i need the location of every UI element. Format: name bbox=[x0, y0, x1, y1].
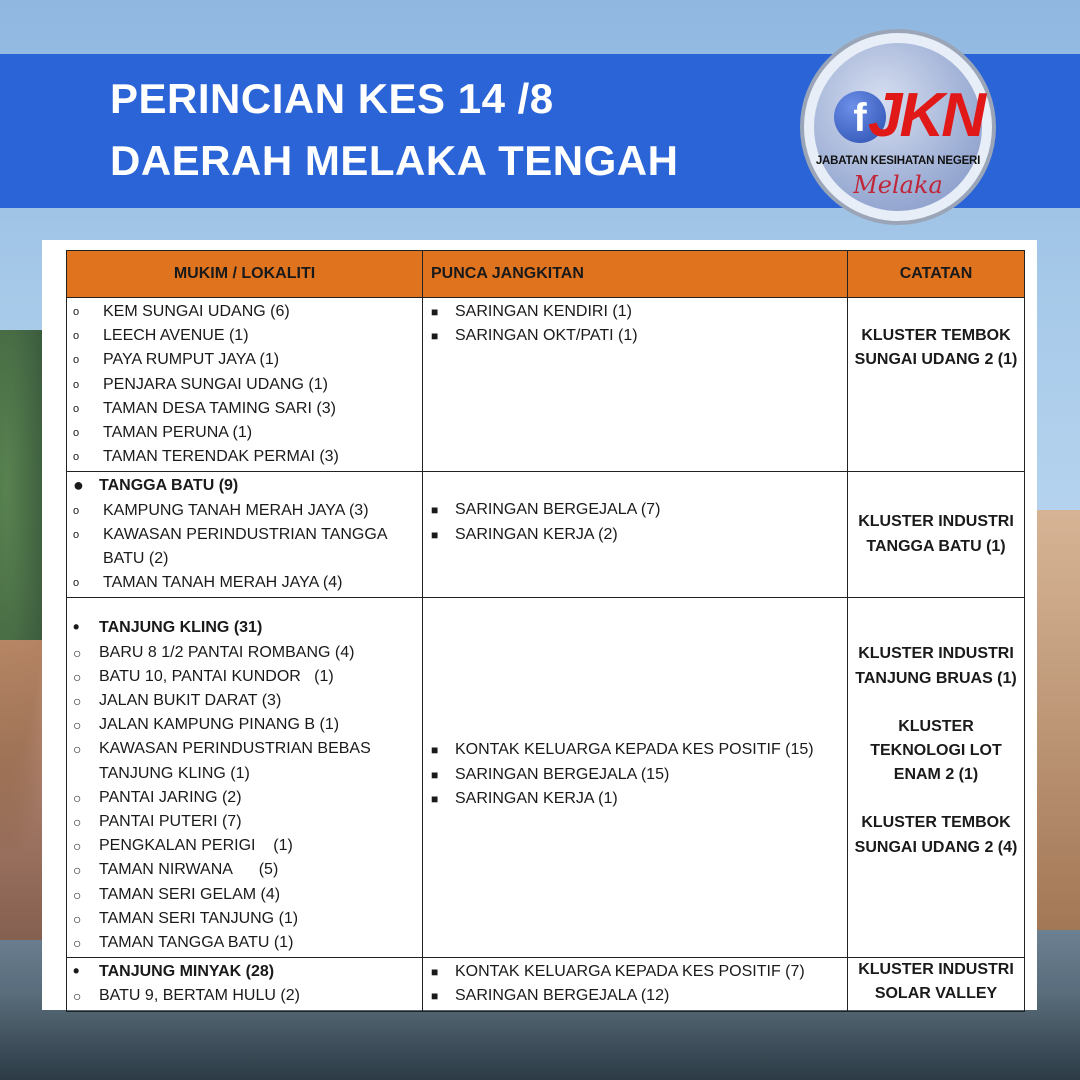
background-house-right bbox=[1030, 510, 1080, 930]
list-item: ■ KONTAK KELUARGA KEPADA KES POSITIF (7) bbox=[423, 960, 847, 984]
list-item: ■ SARINGAN BERGEJALA (7) bbox=[423, 498, 847, 522]
list-item: o KAMPUNG TANAH MERAH JAYA (3) bbox=[67, 499, 422, 523]
table-row bbox=[67, 472, 1025, 598]
circle-bullet-icon: ○ bbox=[73, 693, 82, 710]
list-item: ■ SARINGAN BERGEJALA (12) bbox=[423, 984, 847, 1008]
source-cell bbox=[423, 958, 848, 1011]
list-item: ■ SARINGAN BERGEJALA (15) bbox=[423, 763, 847, 787]
square-bullet-icon: ■ bbox=[431, 767, 439, 782]
list-item: ■ KONTAK KELUARGA KEPADA KES POSITIF (15) bbox=[423, 738, 847, 762]
case-table bbox=[66, 250, 1025, 1012]
logo-acronym: JKN bbox=[868, 81, 984, 150]
list-item: ○ PANTAI JARING (2) bbox=[67, 786, 422, 810]
circle-bullet-icon: o bbox=[73, 528, 80, 541]
list-item: ■ SARINGAN OKT/PATI (1) bbox=[423, 324, 847, 348]
cluster-note: KLUSTER TEMBOK SUNGAI UDANG 2 (1) bbox=[854, 327, 1018, 369]
square-bullet-icon: ■ bbox=[431, 743, 439, 758]
list-item: ○ TAMAN TANGGA BATU (1) bbox=[67, 931, 422, 955]
list-item: ○ JALAN KAMPUNG PINANG B (1) bbox=[67, 713, 422, 737]
list-item: ■ SARINGAN KERJA (1) bbox=[423, 787, 847, 811]
square-bullet-icon: ■ bbox=[431, 503, 439, 518]
note-cell bbox=[848, 598, 1025, 958]
list-item: o TAMAN DESA TAMING SARI (3) bbox=[67, 397, 422, 421]
list-item: ○ TAMAN SERI TANJUNG (1) bbox=[67, 907, 422, 931]
list-item: o TAMAN PERUNA (1) bbox=[67, 421, 422, 445]
circle-bullet-icon: o bbox=[73, 354, 80, 367]
header-punca: PUNCA JANGKITAN bbox=[423, 251, 848, 298]
logo-script: Melaka bbox=[853, 171, 943, 199]
square-bullet-icon: ■ bbox=[431, 965, 439, 980]
square-bullet-icon: ■ bbox=[431, 791, 439, 806]
disc-bullet-icon: ● bbox=[73, 475, 84, 496]
source-cell bbox=[423, 472, 848, 598]
square-bullet-icon: ■ bbox=[431, 527, 439, 542]
list-item: ○ TAMAN NIRWANA (5) bbox=[67, 858, 422, 882]
list-item: o KEM SUNGAI UDANG (6) bbox=[67, 300, 422, 324]
list-item: ■ SARINGAN KENDIRI (1) bbox=[423, 300, 847, 324]
circle-bullet-icon: o bbox=[73, 402, 80, 415]
square-bullet-icon: ■ bbox=[431, 305, 439, 319]
list-item: ○ BATU 9, BERTAM HULU (2) bbox=[67, 984, 422, 1008]
note-cell bbox=[848, 298, 1025, 472]
list-item: ○ BATU 10, PANTAI KUNDOR (1) bbox=[67, 665, 422, 689]
source-cell bbox=[423, 298, 848, 472]
disc-bullet-icon: • bbox=[73, 617, 80, 638]
square-bullet-icon: ■ bbox=[431, 989, 439, 1004]
mukim-heading: • TANJUNG MINYAK (28) bbox=[67, 960, 422, 984]
list-item: ○ KAWASAN PERINDUSTRIAN BEBAS TANJUNG KLING (1) bbox=[67, 737, 422, 785]
locality-cell bbox=[67, 958, 423, 1011]
list-item: ○ PANTAI PUTERI (7) bbox=[67, 810, 422, 834]
facebook-icon: f bbox=[834, 91, 886, 143]
list-item: o TAMAN TERENDAK PERMAI (3) bbox=[67, 445, 422, 469]
list-item: ○ PENGKALAN PERIGI (1) bbox=[67, 834, 422, 858]
square-bullet-icon: ■ bbox=[431, 329, 439, 344]
list-item: o LEECH AVENUE (1) bbox=[67, 324, 422, 348]
cluster-note: KLUSTER INDUSTRI TANGGA BATU (1) bbox=[858, 513, 1014, 555]
cluster-note: KLUSTER INDUSTRI TANJUNG BRUAS (1) bbox=[855, 645, 1017, 687]
table-header-row bbox=[67, 251, 1025, 298]
header-catatan: CATATAN bbox=[848, 251, 1025, 298]
circle-bullet-icon: ○ bbox=[73, 910, 82, 927]
logo-subtitle: JABATAN KESIHATAN NEGERI bbox=[815, 155, 981, 167]
logo-badge bbox=[814, 43, 982, 211]
circle-bullet-icon: ○ bbox=[73, 741, 82, 758]
header-mukim: MUKIM / LOKALITI bbox=[67, 251, 423, 298]
table-row bbox=[67, 598, 1025, 958]
page-title bbox=[110, 68, 678, 192]
locality-cell bbox=[67, 298, 423, 472]
list-item: o TAMAN TANAH MERAH JAYA (4) bbox=[67, 571, 422, 595]
list-item: ○ JALAN BUKIT DARAT (3) bbox=[67, 689, 422, 713]
mukim-heading: ● TANGGA BATU (9) bbox=[67, 474, 422, 498]
list-item: o PAYA RUMPUT JAYA (1) bbox=[67, 348, 422, 372]
list-item: ○ BARU 8 1/2 PANTAI ROMBANG (4) bbox=[67, 641, 422, 665]
jkn-logo bbox=[800, 29, 996, 225]
circle-bullet-icon: ○ bbox=[73, 789, 82, 806]
source-cell bbox=[423, 598, 848, 958]
circle-bullet-icon: ○ bbox=[73, 717, 82, 734]
circle-bullet-icon: ○ bbox=[73, 988, 82, 1005]
list-item: ■ SARINGAN KERJA (2) bbox=[423, 523, 847, 547]
list-item: ○ TAMAN SERI GELAM (4) bbox=[67, 883, 422, 907]
circle-bullet-icon: o bbox=[73, 306, 80, 318]
cluster-note: KLUSTER TEKNOLOGI LOT ENAM 2 (1) bbox=[870, 717, 1002, 784]
cluster-note: KLUSTER INDUSTRI SOLAR VALLEY bbox=[858, 961, 1014, 1003]
circle-bullet-icon: ○ bbox=[73, 814, 82, 831]
circle-bullet-icon: o bbox=[73, 451, 80, 464]
circle-bullet-icon: o bbox=[73, 577, 80, 590]
table-row bbox=[67, 958, 1025, 1011]
circle-bullet-icon: o bbox=[73, 378, 80, 391]
table-row bbox=[67, 298, 1025, 472]
circle-bullet-icon: o bbox=[73, 504, 80, 517]
circle-bullet-icon: ○ bbox=[73, 838, 82, 855]
title-line-1: PERINCIAN KES 14 /8 bbox=[110, 75, 554, 122]
circle-bullet-icon: ○ bbox=[73, 935, 82, 952]
circle-bullet-icon: ○ bbox=[73, 668, 82, 685]
locality-cell bbox=[67, 472, 423, 598]
list-item: o PENJARA SUNGAI UDANG (1) bbox=[67, 373, 422, 397]
note-cell bbox=[848, 472, 1025, 598]
background-house-left bbox=[0, 640, 45, 940]
circle-bullet-icon: o bbox=[73, 330, 80, 343]
title-line-2: DAERAH MELAKA TENGAH bbox=[110, 137, 679, 184]
note-cell bbox=[848, 958, 1025, 1011]
mukim-heading: • TANJUNG KLING (31) bbox=[67, 616, 422, 640]
table-card bbox=[42, 240, 1037, 1010]
list-item: o KAWASAN PERINDUSTRIAN TANGGA BATU (2) bbox=[67, 523, 422, 571]
circle-bullet-icon: ○ bbox=[73, 862, 82, 879]
cluster-note: KLUSTER TEMBOK SUNGAI UDANG 2 (4) bbox=[854, 814, 1018, 856]
circle-bullet-icon: ○ bbox=[73, 886, 82, 903]
circle-bullet-icon: ○ bbox=[73, 644, 82, 661]
locality-cell bbox=[67, 598, 423, 958]
circle-bullet-icon: o bbox=[73, 427, 80, 440]
disc-bullet-icon: • bbox=[73, 961, 80, 982]
